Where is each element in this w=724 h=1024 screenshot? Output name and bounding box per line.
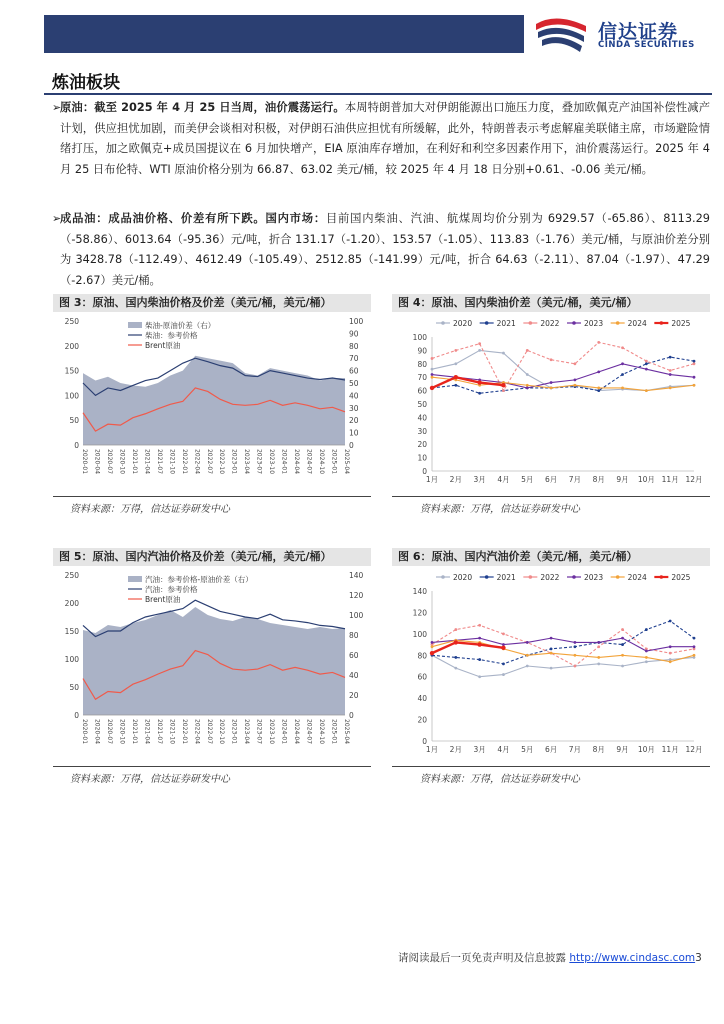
- figure-5-chart: [53, 567, 371, 763]
- figure-4-chart: [392, 313, 710, 493]
- legend-marker: [529, 321, 533, 325]
- paragraph-crude-lead: 原油：截至 2025 年 4 月 25 日当周，油价震荡运行。: [60, 101, 345, 114]
- left-tick-label: 50: [69, 683, 79, 692]
- legend-label: 2022: [540, 573, 560, 582]
- legend-marker: [616, 321, 620, 325]
- x-tick-label: 1月: [425, 475, 439, 484]
- series-line-2022: [432, 625, 694, 666]
- data-point-2020: [478, 675, 481, 678]
- right-tick-label: 120: [349, 591, 364, 600]
- data-point-2023: [597, 641, 600, 644]
- data-point-2022: [597, 341, 600, 344]
- x-tick-label: 7月: [568, 475, 582, 484]
- x-tick-label: 2023-01: [230, 719, 238, 745]
- right-tick-label: 0: [349, 711, 354, 720]
- right-tick-label: 60: [349, 651, 359, 660]
- x-tick-label: 8月: [592, 745, 605, 754]
- x-tick-label: 2020-07: [105, 719, 113, 745]
- x-tick-label: 2021-04: [143, 449, 151, 475]
- x-tick-label: 2022-01: [180, 449, 188, 475]
- figure-6-title: 图 6：原油、国内汽油价差（美元/桶，美元/桶）: [392, 548, 710, 566]
- figure-4-rule: [392, 496, 710, 497]
- data-point-2022: [478, 342, 481, 345]
- right-tick-label: 10: [349, 428, 359, 438]
- right-tick-label: 80: [349, 341, 359, 351]
- x-tick-label: 2024-07: [305, 719, 313, 745]
- data-point-2023: [693, 645, 696, 648]
- legend-marker: [660, 575, 664, 579]
- x-tick-label: 2020-01: [81, 719, 88, 745]
- series-area-柴油-原油价差（右）: [83, 356, 345, 445]
- data-point-2024: [597, 387, 600, 390]
- y-tick-label: 0: [422, 737, 427, 746]
- x-tick-label: 2025-01: [330, 449, 338, 475]
- logo-mark-icon: [536, 18, 586, 52]
- legend-label: 汽油：参考价格-原油价差（右）: [145, 575, 253, 584]
- figure-6-source: 资料来源：万得，信达证券研发中心: [420, 774, 580, 785]
- data-point-2024: [431, 376, 434, 379]
- figure-6-rule: [392, 766, 710, 767]
- data-point-2021: [645, 362, 648, 365]
- data-point-2021: [478, 658, 481, 661]
- y-tick-label: 120: [412, 608, 427, 618]
- x-tick-label: 2020-04: [93, 449, 101, 475]
- right-tick-label: 0: [349, 441, 354, 450]
- left-tick-label: 100: [64, 391, 79, 401]
- x-tick-label: 2024-10: [318, 719, 326, 745]
- x-tick-label: 2021-01: [130, 719, 138, 745]
- data-point-2025: [454, 640, 458, 644]
- x-tick-label: 2021-01: [130, 449, 138, 475]
- data-point-2020: [597, 662, 600, 665]
- data-point-2020: [478, 349, 481, 352]
- legend-label: 2021: [496, 319, 516, 328]
- data-point-2023: [621, 362, 624, 365]
- x-tick-label: 9月: [616, 745, 629, 754]
- legend-marker: [572, 575, 576, 579]
- data-point-2021: [597, 389, 600, 392]
- legend-label: 2024: [627, 319, 647, 328]
- y-tick-label: 40: [417, 413, 427, 423]
- x-tick-label: 2023-01: [230, 449, 238, 475]
- x-tick-label: 2025-04: [343, 719, 350, 745]
- legend-label: 2020: [453, 573, 473, 582]
- legend-label: 2023: [584, 573, 604, 582]
- data-point-2020: [526, 373, 529, 376]
- data-point-2024: [550, 652, 553, 655]
- y-tick-label: 0: [422, 467, 427, 476]
- x-tick-label: 2024-10: [318, 449, 326, 475]
- data-point-2022: [669, 369, 672, 372]
- right-tick-label: 20: [349, 691, 359, 700]
- right-tick-label: 140: [349, 571, 364, 580]
- y-tick-label: 30: [417, 426, 427, 436]
- x-tick-label: 2021-07: [155, 719, 163, 745]
- legend-label: 2022: [540, 319, 560, 328]
- data-point-2022: [502, 389, 505, 392]
- legend-label: 2023: [584, 319, 604, 328]
- right-tick-label: 20: [349, 416, 359, 426]
- legend-marker: [529, 575, 533, 579]
- paragraph-crude: [60, 98, 710, 180]
- data-point-2023: [669, 373, 672, 376]
- data-point-2022: [454, 349, 457, 352]
- data-point-2022: [669, 652, 672, 655]
- data-point-2021: [621, 643, 624, 646]
- data-point-2020: [645, 660, 648, 663]
- data-point-2021: [693, 360, 696, 363]
- x-tick-label: 6月: [544, 745, 558, 754]
- x-tick-label: 5月: [521, 745, 534, 754]
- data-point-2024: [621, 387, 624, 390]
- right-tick-label: 100: [349, 317, 364, 326]
- x-tick-label: 2020-04: [93, 719, 101, 745]
- legend-label: 柴油-原油价差（右）: [145, 321, 216, 330]
- data-point-2024: [526, 654, 529, 657]
- data-point-2021: [621, 373, 624, 376]
- x-tick-label: 10月: [637, 475, 655, 484]
- figure-3-title: 图 3：原油、国内柴油价格及价差（美元/桶，美元/桶）: [53, 294, 371, 312]
- x-tick-label: 2023-10: [268, 719, 276, 745]
- y-tick-label: 100: [412, 629, 427, 639]
- right-tick-label: 90: [349, 329, 359, 339]
- left-tick-label: 150: [64, 366, 79, 376]
- data-point-2023: [574, 378, 577, 381]
- data-point-2025: [454, 375, 458, 379]
- right-tick-label: 40: [349, 391, 359, 401]
- left-tick-label: 150: [64, 627, 79, 636]
- logo-en-text: CINDA SECURITIES: [598, 40, 695, 50]
- x-tick-label: 2022-07: [205, 719, 213, 745]
- data-point-2022: [621, 346, 624, 349]
- data-point-2023: [478, 637, 481, 640]
- section-title: 炼油板块: [52, 73, 120, 93]
- data-point-2020: [621, 665, 624, 668]
- data-point-2024: [693, 654, 696, 657]
- data-point-2021: [574, 645, 577, 648]
- x-tick-label: 2021-04: [143, 719, 151, 745]
- x-tick-label: 2024-04: [293, 719, 301, 745]
- x-tick-label: 2020-10: [118, 449, 126, 475]
- y-tick-label: 20: [417, 440, 427, 450]
- y-tick-label: 40: [417, 694, 427, 704]
- data-point-2020: [454, 667, 457, 670]
- data-point-2023: [574, 641, 577, 644]
- series-line-2021: [432, 621, 694, 664]
- data-point-2024: [574, 384, 577, 387]
- legend-marker: [485, 321, 489, 325]
- data-point-2025: [430, 651, 434, 655]
- figure-5-title: 图 5：原油、国内汽油价格及价差（美元/桶，美元/桶）: [53, 548, 371, 566]
- right-tick-label: 60: [349, 366, 359, 376]
- left-tick-label: 0: [74, 711, 79, 720]
- y-tick-label: 70: [417, 373, 427, 383]
- x-tick-label: 12月: [685, 475, 703, 484]
- data-point-2021: [502, 662, 505, 665]
- figure-5-source: 资料来源：万得，信达证券研发中心: [70, 774, 230, 785]
- data-point-2024: [645, 389, 648, 392]
- figure-5-rule: [53, 766, 371, 767]
- data-point-2023: [526, 387, 529, 390]
- data-point-2023: [645, 650, 648, 653]
- x-tick-label: 9月: [616, 475, 629, 484]
- series-line-2021: [432, 357, 694, 393]
- left-tick-label: 0: [74, 441, 79, 450]
- figure-3-rule: [53, 496, 371, 497]
- data-point-2024: [597, 656, 600, 659]
- data-point-2023: [502, 643, 505, 646]
- data-point-2022: [550, 358, 553, 361]
- x-tick-label: 2月: [449, 475, 462, 484]
- legend-label: Brent原油: [145, 595, 181, 604]
- data-point-2023: [550, 637, 553, 640]
- data-point-2024: [431, 645, 434, 648]
- paragraph-products: [60, 209, 710, 291]
- data-point-2022: [621, 628, 624, 631]
- data-point-2022: [574, 665, 577, 668]
- data-point-2025: [477, 380, 481, 384]
- x-tick-label: 2024-01: [280, 449, 288, 475]
- x-tick-label: 4月: [497, 475, 510, 484]
- left-tick-label: 200: [64, 599, 79, 608]
- x-tick-label: 11月: [661, 475, 679, 484]
- legend-marker: [660, 321, 664, 325]
- data-point-2022: [454, 628, 457, 631]
- right-tick-label: 50: [349, 379, 359, 388]
- left-tick-label: 200: [64, 341, 79, 351]
- legend-swatch: [128, 576, 142, 582]
- data-point-2024: [574, 654, 577, 657]
- data-point-2021: [454, 384, 457, 387]
- x-tick-label: 6月: [544, 475, 558, 484]
- left-tick-label: 100: [64, 655, 79, 664]
- y-tick-label: 60: [417, 672, 427, 682]
- paragraph-products-lead: 成品油：成品油价格、价差有所下跌。国内市场：: [60, 212, 326, 225]
- header-bar: [44, 15, 524, 53]
- legend-marker: [572, 321, 576, 325]
- data-point-2022: [478, 624, 481, 627]
- x-tick-label: 8月: [592, 475, 605, 484]
- y-tick-label: 140: [412, 587, 427, 596]
- figure-3-chart: [53, 313, 371, 493]
- data-point-2022: [502, 632, 505, 635]
- data-point-2023: [693, 376, 696, 379]
- data-point-2022: [574, 362, 577, 365]
- logo-cn-text: 信达证券: [598, 21, 679, 43]
- legend-label: 2020: [453, 319, 473, 328]
- legend-label: 2025: [671, 573, 691, 582]
- data-point-2021: [478, 392, 481, 395]
- legend-marker: [616, 575, 620, 579]
- x-tick-label: 3月: [473, 745, 486, 754]
- x-tick-label: 2021-10: [168, 449, 176, 475]
- figure-6-chart: [392, 567, 710, 763]
- paragraph-products-body: 目前国内柴油、汽油、航煤周均价分别为 6929.57（-65.86）、8113.29（-58.86）、6013.64（-95.36）元/吨，折合 131.17（-1.20）、153.57（-1.05）、113.83（-1.76）美元/桶，与原油价差分别为 3428.78（-112.49）、4612.49（-105.49）、2512.85（-141.99）元/吨，折合 64.63（-2.11）、87.04（-1.97）、47.29（-2.67）美元/桶。: [60, 212, 710, 287]
- footer: [398, 950, 702, 965]
- y-tick-label: 20: [417, 715, 427, 725]
- x-tick-label: 2022-10: [218, 449, 226, 475]
- x-tick-label: 2023-07: [255, 719, 263, 745]
- data-point-2022: [526, 349, 529, 352]
- right-tick-label: 100: [349, 611, 364, 620]
- figure-4-title: 图 4：原油、国内柴油价差（美元/桶，美元/桶）: [392, 294, 710, 312]
- data-point-2022: [693, 362, 696, 365]
- y-tick-label: 60: [417, 386, 427, 396]
- y-tick-label: 10: [417, 453, 427, 463]
- x-tick-label: 1月: [425, 745, 439, 754]
- bullet-icon: ➢: [52, 101, 62, 114]
- x-tick-label: 2022-07: [205, 449, 213, 475]
- x-tick-label: 2022-10: [218, 719, 226, 745]
- x-tick-label: 2022-04: [193, 719, 201, 745]
- figure-3-source: 资料来源：万得，信达证券研发中心: [70, 504, 230, 515]
- data-point-2023: [621, 637, 624, 640]
- data-point-2022: [431, 357, 434, 360]
- x-tick-label: 2月: [449, 745, 462, 754]
- x-tick-label: 2022-04: [193, 449, 201, 475]
- x-tick-label: 2020-10: [118, 719, 126, 745]
- data-point-2021: [550, 647, 553, 650]
- x-tick-label: 4月: [497, 745, 510, 754]
- x-tick-label: 2022-01: [180, 719, 188, 745]
- x-tick-label: 2024-01: [280, 719, 288, 745]
- data-point-2021: [645, 628, 648, 631]
- data-point-2020: [454, 362, 457, 365]
- x-tick-label: 2021-10: [168, 719, 176, 745]
- data-point-2021: [454, 656, 457, 659]
- legend-marker: [441, 575, 445, 579]
- data-point-2025: [477, 642, 481, 646]
- data-point-2021: [693, 637, 696, 640]
- x-tick-label: 3月: [473, 475, 486, 484]
- section-divider: [44, 93, 712, 95]
- page-number: 3: [695, 952, 702, 964]
- left-tick-label: 50: [69, 416, 79, 426]
- x-tick-label: 2023-04: [243, 449, 251, 475]
- data-point-2024: [669, 660, 672, 663]
- x-tick-label: 2023-10: [268, 449, 276, 475]
- x-tick-label: 12月: [685, 745, 703, 754]
- x-tick-label: 2025-04: [343, 449, 350, 475]
- legend-marker: [485, 575, 489, 579]
- data-point-2024: [693, 384, 696, 387]
- x-tick-label: 7月: [568, 745, 582, 754]
- data-point-2020: [431, 368, 434, 371]
- legend-label: Brent原油: [145, 341, 181, 350]
- x-tick-label: 2023-04: [243, 719, 251, 745]
- x-tick-label: 2025-01: [330, 719, 338, 745]
- x-tick-label: 11月: [661, 745, 679, 754]
- y-tick-label: 90: [417, 346, 427, 356]
- data-point-2022: [645, 360, 648, 363]
- x-tick-label: 2021-07: [155, 449, 163, 475]
- data-point-2020: [550, 667, 553, 670]
- data-point-2025: [501, 383, 505, 387]
- data-point-2023: [550, 381, 553, 384]
- data-point-2021: [669, 356, 672, 359]
- legend-label: 2024: [627, 573, 647, 582]
- data-point-2020: [502, 352, 505, 355]
- legend-label: 汽油：参考价格: [145, 585, 198, 594]
- series-line-2023: [432, 364, 694, 388]
- right-tick-label: 80: [349, 631, 359, 640]
- legend-marker: [441, 321, 445, 325]
- data-point-2024: [526, 384, 529, 387]
- series-area-汽油：参考价格-原油价差（右）: [83, 607, 345, 715]
- data-point-2025: [430, 386, 434, 390]
- data-point-2024: [550, 387, 553, 390]
- footer-link[interactable]: http://www.cindasc.com: [569, 952, 696, 964]
- y-tick-label: 80: [417, 651, 427, 661]
- left-tick-label: 250: [64, 317, 79, 326]
- y-tick-label: 50: [417, 400, 427, 409]
- data-point-2024: [669, 387, 672, 390]
- data-point-2023: [431, 373, 434, 376]
- footer-disclaimer: 请阅读最后一页免责声明及信息披露: [398, 952, 566, 964]
- legend-label: 2025: [671, 319, 691, 328]
- data-point-2025: [501, 646, 505, 650]
- data-point-2023: [669, 645, 672, 648]
- data-point-2024: [645, 656, 648, 659]
- data-point-2023: [645, 368, 648, 371]
- right-tick-label: 70: [349, 354, 359, 364]
- y-tick-label: 80: [417, 359, 427, 369]
- x-tick-label: 2023-07: [255, 449, 263, 475]
- data-point-2020: [502, 673, 505, 676]
- x-tick-label: 2024-04: [293, 449, 301, 475]
- right-tick-label: 30: [349, 403, 359, 413]
- data-point-2024: [621, 654, 624, 657]
- right-tick-label: 40: [349, 671, 359, 680]
- figure-4-source: 资料来源：万得，信达证券研发中心: [420, 504, 580, 515]
- legend-label: 2021: [496, 573, 516, 582]
- data-point-2023: [597, 370, 600, 373]
- data-point-2023: [431, 641, 434, 644]
- left-tick-label: 250: [64, 571, 79, 580]
- data-point-2021: [669, 620, 672, 623]
- x-tick-label: 10月: [637, 745, 655, 754]
- data-point-2022: [597, 645, 600, 648]
- x-tick-label: 2024-07: [305, 449, 313, 475]
- paragraph-crude-body: 本周特朗普加大对伊朗能源出口施压力度，叠加欧佩克产油国补偿性减产计划，供应担忧加剧，而美伊会谈相对积极，对伊朗石油供应担忧有所缓解，此外，特朗普表示考虑解雇美联储主席，市场避险情绪打压，加之欧佩克+成员国提议在 6 月加快增产，EIA 原油库存增加，在利好和利空多因素作用下，油价震荡运行。2025 年 4 月 25 日布伦特、WTI 原油价格分别为 66.87、63.02 美元/桶，较 2025 年 4 月 18 日分别+0.61、-0.06 美元/桶。: [60, 101, 710, 176]
- x-tick-label: 5月: [521, 475, 534, 484]
- data-point-2020: [526, 665, 529, 668]
- bullet-icon: ➢: [52, 212, 62, 225]
- y-tick-label: 100: [412, 333, 427, 342]
- data-point-2023: [526, 641, 529, 644]
- x-tick-label: 2020-01: [81, 449, 88, 475]
- legend-label: 柴油：参考价格: [145, 331, 198, 340]
- x-tick-label: 2020-07: [105, 449, 113, 475]
- legend-swatch: [128, 322, 142, 328]
